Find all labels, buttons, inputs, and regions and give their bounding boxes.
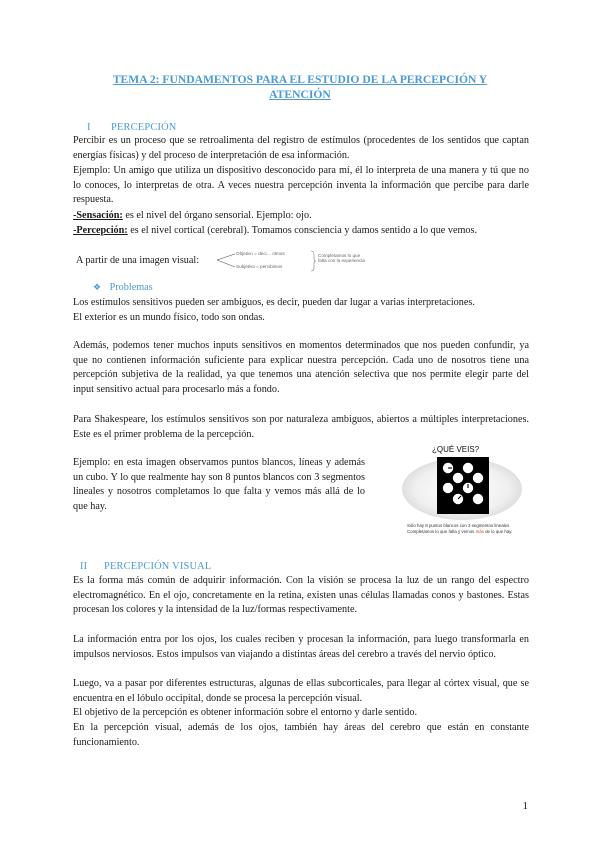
diagram-arrow-lower — [217, 260, 235, 267]
white-dot — [463, 463, 473, 473]
paragraph-shakespeare: Para Shakespeare, los estímulos sensitivos son por naturaleza ambiguos, abiertos a múltiples interpretaciones. Este es el primer problema de la percepción. — [73, 414, 529, 440]
paragraph-ademas: Además, podemos tener muchos inputs sensitivos en momentos determinados que nos pueden confundir, ya que no contienen información suficiente para explicar nuestra percepción. Cada uno de nosotros tiene una percepción subjetiva de la realidad, ya que tenemos una atención selectiva que nos permite elegir parte del input sensitivo actual para procesarlo más a fondo. — [73, 340, 529, 395]
paragraph-example-1: Ejemplo: Un amigo que utiliza un dispositivo desconocido para mí, él lo interpreta de una manera y tú que no lo conoces, lo interpretas de otra. A veces nuestra percepción inventa la información que percibe para darle respuesta. — [73, 165, 529, 206]
diagram-arrow-upper — [217, 254, 235, 260]
paragraph-luego: Luego, va a pasar por diferentes estructuras, algunas de ellas subcorticales, para llegar al córtex visual, que se encuentra en el lóbulo occipital, donde se procesa la percepción visual. — [73, 678, 529, 704]
paragraph-definition: Percibir es un proceso que se retroalimenta del registro de estímulos (procedentes de los sentidos que captan energías físicas) y del proceso de interpretación de esa información. — [73, 135, 529, 161]
title-line-2: ATENCIÓN — [269, 88, 331, 101]
page-number: 1 — [522, 800, 528, 812]
diagram-objetivo: Objetivo = deci… olmos — [236, 251, 285, 256]
paragraph-example-2: Ejemplo: en esta imagen observamos puntos blancos, líneas y además un cubo. Y lo que realmente hay son 8 puntos blancos con 3 segmentos lineales y nosotros completamos lo que falta y vemos más allá de lo que hay. — [73, 457, 365, 512]
subheading-label: Problemas — [109, 282, 153, 293]
figure-caption-line-2 — [407, 529, 527, 535]
paragraph-percepcion — [73, 224, 529, 239]
caption-emphasis: más — [475, 529, 484, 534]
figure-caption — [407, 523, 527, 535]
section-number: I — [87, 122, 91, 133]
term-percepcion: -Percepción: — [73, 225, 128, 236]
section-label: PERCEPCIÓN — [111, 122, 177, 133]
white-dot — [453, 473, 463, 483]
cube-illusion-figure — [398, 453, 526, 521]
paragraph-informacion: La información entra por los ojos, los cuales reciben y procesan la información, para luego transformarla en impulsos nerviosos. Estos impulsos van viajando a distintas áreas del cerebro a través del nervio óptico. — [73, 634, 529, 660]
title-line-1: TEMA 2: FUNDAMENTOS PARA EL ESTUDIO DE LA PERCEPCIÓN Y — [112, 73, 488, 86]
paragraph-objetivo: El objetivo de la percepción es obtener información sobre el entorno y darle sentido. — [73, 707, 417, 718]
subheading-problemas — [93, 281, 153, 296]
white-dot — [443, 483, 453, 493]
section-number: II — [80, 561, 88, 572]
paragraph-exterior: El exterior es un mundo físico, todo son ondas. — [73, 312, 265, 323]
sensacion-text: es el nivel del órgano sensorial. Ejemplo: ojo. — [122, 210, 312, 221]
section-heading-percepcion-visual — [80, 560, 211, 575]
diagram-brace — [311, 251, 316, 271]
diamond-bullet-icon: ❖ — [93, 283, 102, 293]
section-label: PERCEPCIÓN VISUAL — [104, 561, 212, 572]
paragraph-sensacion — [73, 209, 529, 224]
caption-part: de lo que hay. — [483, 529, 513, 534]
white-dot — [473, 494, 483, 504]
page-title — [60, 72, 540, 102]
figure-caption-line-1: Sólo hay 8 puntos blancos con 3 segmentos lineales — [407, 523, 510, 528]
paragraph-ojos: En la percepción visual, además de los ojos, también hay áreas del cerebro que están en constante funcionamiento. — [73, 722, 529, 748]
white-dot — [473, 473, 483, 483]
percepcion-text: es el nivel cortical (cerebral). Tomamos consciencia y damos sentido a lo que vemos. — [127, 225, 478, 236]
figure-title: ¿QUÉ VEIS? — [432, 445, 480, 454]
diagram-subjetivo: Subjetivo = percibimos — [236, 264, 283, 269]
diagram-brace-text: Completamos lo que falta con la experiencia — [318, 253, 365, 263]
visual-intro-label: A partir de una imagen visual: — [76, 255, 200, 266]
caption-part: Completamos lo que falta y vemos — [407, 529, 476, 534]
paragraph-ambiguous: Los estímulos sensitivos pueden ser ambiguos, es decir, pueden dar lugar a varias interpretaciones. — [73, 297, 475, 308]
paragraph-forma: Es la forma más común de adquirir información. Con la visión se procesa la luz de un rango del espectro electromagnético. En el ojo, concretamente en la retina, existen unas células llamadas conos y bastones. Estas procesan los colores y la intensidad de la luz/formas respectivamente. — [73, 575, 529, 616]
term-sensacion: -Sensación: — [73, 210, 123, 221]
